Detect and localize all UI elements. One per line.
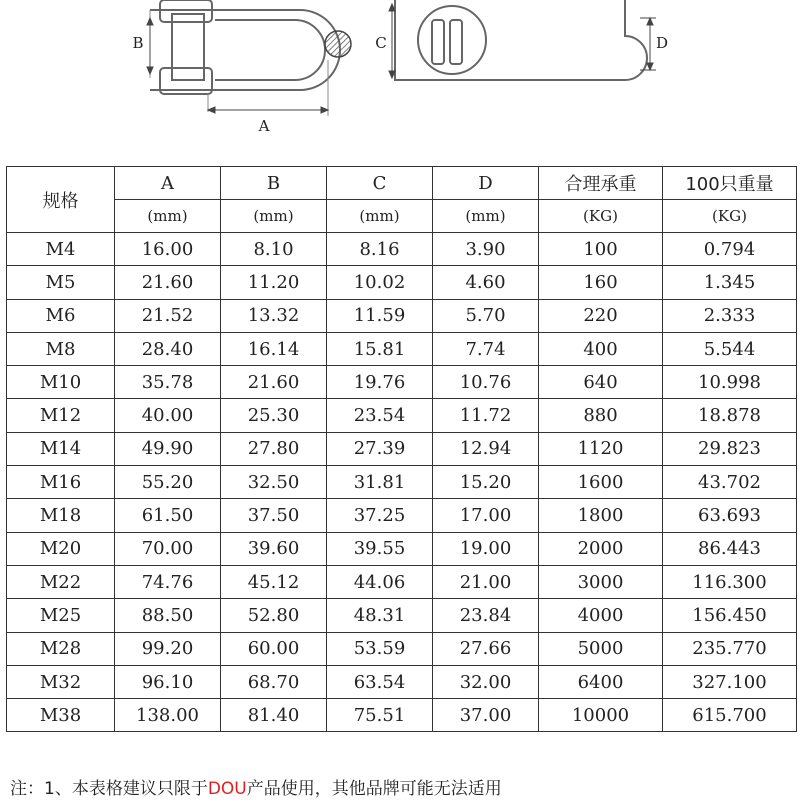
table-row (7, 233, 797, 266)
column-unit: (mm) (221, 200, 327, 233)
table-row (7, 366, 797, 399)
value-cell: 35.78 (115, 366, 221, 399)
brand-name: DOU (207, 779, 247, 799)
value-cell: 2.333 (663, 299, 797, 332)
table-row (7, 699, 797, 732)
table-row (7, 565, 797, 598)
shackle-section-hatch (325, 31, 351, 57)
footnote (10, 774, 502, 799)
value-cell: 32.00 (433, 665, 539, 698)
value-cell: 21.60 (221, 366, 327, 399)
table-row (7, 532, 797, 565)
footnote-prefix: 注：1、本表格建议只限于 (10, 779, 208, 799)
footnote-suffix: 产品使用，其他品牌可能无法适用 (246, 779, 502, 799)
table-row (7, 499, 797, 532)
value-cell: 27.80 (221, 432, 327, 465)
value-cell: 1.345 (663, 266, 797, 299)
value-cell: 11.72 (433, 399, 539, 432)
spec-cell: M18 (7, 499, 115, 532)
label-b: B (132, 34, 144, 52)
spec-cell: M6 (7, 299, 115, 332)
value-cell: 96.10 (115, 665, 221, 698)
value-cell: 5.70 (433, 299, 539, 332)
value-cell: 32.50 (221, 466, 327, 499)
table-row (7, 466, 797, 499)
spec-cell: M16 (7, 466, 115, 499)
value-cell: 16.00 (115, 233, 221, 266)
value-cell: 3000 (539, 565, 663, 598)
value-cell: 10.998 (663, 366, 797, 399)
table-row (7, 266, 797, 299)
spec-cell: M14 (7, 432, 115, 465)
label-d: D (655, 34, 669, 52)
label-a: A (258, 117, 270, 135)
table-row (7, 299, 797, 332)
value-cell: 60.00 (221, 632, 327, 665)
value-cell: 5.544 (663, 332, 797, 365)
spec-cell: M22 (7, 565, 115, 598)
value-cell: 48.31 (327, 599, 433, 632)
value-cell: 23.54 (327, 399, 433, 432)
value-cell: 63.693 (663, 499, 797, 532)
value-cell: 11.59 (327, 299, 433, 332)
value-cell: 5000 (539, 632, 663, 665)
value-cell: 160 (539, 266, 663, 299)
dimension-b (147, 18, 153, 74)
value-cell: 29.823 (663, 432, 797, 465)
column-header: A (115, 167, 221, 200)
value-cell: 31.81 (327, 466, 433, 499)
column-header: 合理承重 (539, 167, 663, 200)
value-cell: 3.90 (433, 233, 539, 266)
spec-cell: M20 (7, 532, 115, 565)
value-cell: 44.06 (327, 565, 433, 598)
value-cell: 0.794 (663, 233, 797, 266)
value-cell: 68.70 (221, 665, 327, 698)
spec-table (6, 166, 797, 732)
value-cell: 39.55 (327, 532, 433, 565)
spec-cell: M28 (7, 632, 115, 665)
table-row (7, 665, 797, 698)
value-cell: 11.20 (221, 266, 327, 299)
value-cell: 53.59 (327, 632, 433, 665)
table-row (7, 432, 797, 465)
value-cell: 52.80 (221, 599, 327, 632)
value-cell: 49.90 (115, 432, 221, 465)
value-cell: 40.00 (115, 399, 221, 432)
spec-cell: M10 (7, 366, 115, 399)
value-cell: 2000 (539, 532, 663, 565)
spec-cell: M38 (7, 699, 115, 732)
value-cell: 615.700 (663, 699, 797, 732)
spec-cell: M4 (7, 233, 115, 266)
value-cell: 16.14 (221, 332, 327, 365)
value-cell: 39.60 (221, 532, 327, 565)
spec-cell: M32 (7, 665, 115, 698)
value-cell: 13.32 (221, 299, 327, 332)
value-cell: 4000 (539, 599, 663, 632)
value-cell: 19.00 (433, 532, 539, 565)
value-cell: 75.51 (327, 699, 433, 732)
value-cell: 18.878 (663, 399, 797, 432)
value-cell: 74.76 (115, 565, 221, 598)
value-cell: 138.00 (115, 699, 221, 732)
column-unit: (mm) (327, 200, 433, 233)
value-cell: 21.52 (115, 299, 221, 332)
spec-cell: M12 (7, 399, 115, 432)
value-cell: 15.81 (327, 332, 433, 365)
value-cell: 17.00 (433, 499, 539, 532)
value-cell: 99.20 (115, 632, 221, 665)
value-cell: 21.60 (115, 266, 221, 299)
value-cell: 100 (539, 233, 663, 266)
spec-table-header (7, 167, 797, 233)
value-cell: 10000 (539, 699, 663, 732)
column-unit: (mm) (433, 200, 539, 233)
column-header: B (221, 167, 327, 200)
value-cell: 220 (539, 299, 663, 332)
value-cell: 327.100 (663, 665, 797, 698)
table-row (7, 599, 797, 632)
value-cell: 12.94 (433, 432, 539, 465)
value-cell: 86.443 (663, 532, 797, 565)
label-c: C (375, 34, 387, 52)
table-row (7, 332, 797, 365)
value-cell: 45.12 (221, 565, 327, 598)
table-row (7, 399, 797, 432)
value-cell: 63.54 (327, 665, 433, 698)
value-cell: 43.702 (663, 466, 797, 499)
value-cell: 10.02 (327, 266, 433, 299)
value-cell: 37.25 (327, 499, 433, 532)
shackle-diagram (0, 0, 800, 140)
value-cell: 400 (539, 332, 663, 365)
value-cell: 25.30 (221, 399, 327, 432)
column-unit: (mm) (115, 200, 221, 233)
value-cell: 37.50 (221, 499, 327, 532)
value-cell: 8.10 (221, 233, 327, 266)
value-cell: 37.00 (433, 699, 539, 732)
value-cell: 116.300 (663, 565, 797, 598)
shackle-top-view (395, 0, 647, 80)
value-cell: 640 (539, 366, 663, 399)
value-cell: 1600 (539, 466, 663, 499)
value-cell: 21.00 (433, 565, 539, 598)
value-cell: 81.40 (221, 699, 327, 732)
shackle-side-view (150, 0, 340, 116)
dimension-a (208, 107, 328, 113)
value-cell: 19.76 (327, 366, 433, 399)
spec-cell: M8 (7, 332, 115, 365)
value-cell: 1120 (539, 432, 663, 465)
value-cell: 61.50 (115, 499, 221, 532)
value-cell: 156.450 (663, 599, 797, 632)
value-cell: 7.74 (433, 332, 539, 365)
column-header: 100只重量 (663, 167, 797, 200)
spec-cell: M5 (7, 266, 115, 299)
value-cell: 55.20 (115, 466, 221, 499)
spec-header-cell: 规格 (7, 167, 115, 233)
spec-cell: M25 (7, 599, 115, 632)
value-cell: 1800 (539, 499, 663, 532)
value-cell: 27.39 (327, 432, 433, 465)
value-cell: 15.20 (433, 466, 539, 499)
value-cell: 4.60 (433, 266, 539, 299)
value-cell: 88.50 (115, 599, 221, 632)
value-cell: 70.00 (115, 532, 221, 565)
value-cell: 8.16 (327, 233, 433, 266)
value-cell: 880 (539, 399, 663, 432)
value-cell: 27.66 (433, 632, 539, 665)
column-header: C (327, 167, 433, 200)
value-cell: 6400 (539, 665, 663, 698)
value-cell: 28.40 (115, 332, 221, 365)
value-cell: 235.770 (663, 632, 797, 665)
column-unit: (KG) (663, 200, 797, 233)
column-header: D (433, 167, 539, 200)
table-row (7, 632, 797, 665)
value-cell: 23.84 (433, 599, 539, 632)
spec-table-body (7, 233, 797, 732)
value-cell: 10.76 (433, 366, 539, 399)
column-unit: (KG) (539, 200, 663, 233)
